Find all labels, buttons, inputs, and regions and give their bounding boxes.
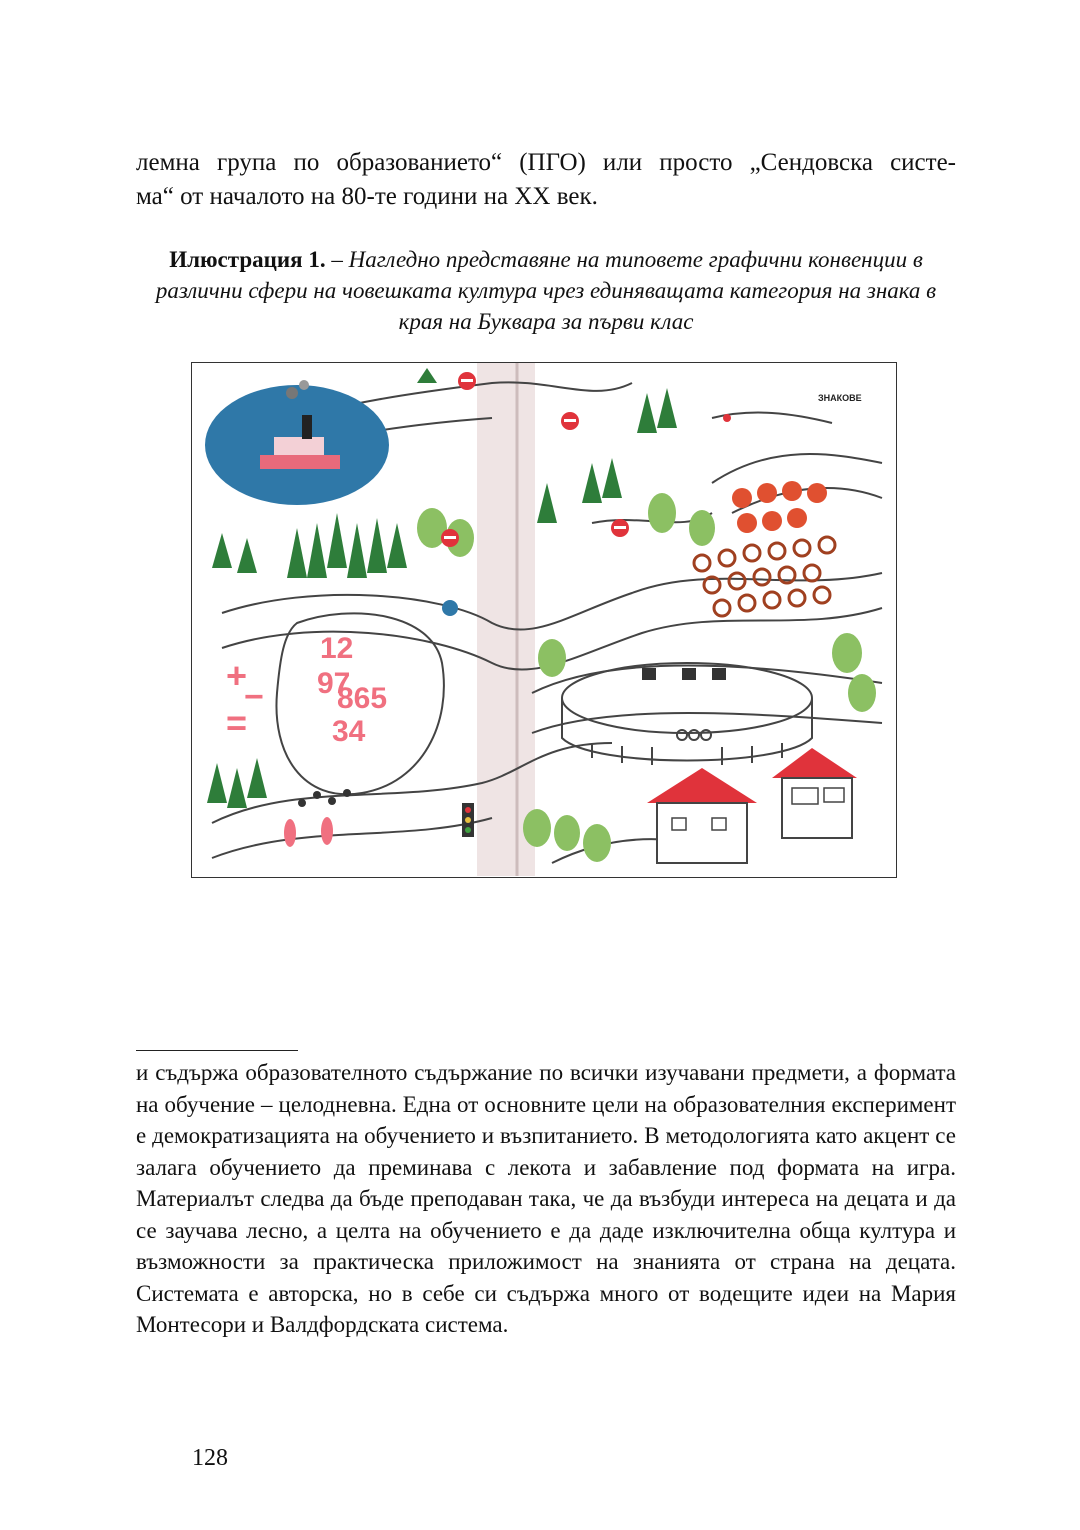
red-flowers — [732, 481, 827, 533]
ring-flowers — [694, 537, 835, 616]
illustration-canvas — [192, 363, 895, 876]
math-elements — [226, 632, 387, 748]
post-office — [772, 748, 857, 838]
school-house — [647, 768, 757, 863]
plus-symbol: + — [226, 655, 248, 696]
minus-symbol: − — [244, 678, 264, 716]
number-row-3: 865 — [337, 682, 388, 715]
dancers — [284, 817, 333, 847]
illustration-title: ЗНАКОВЕ — [818, 393, 862, 403]
intro-line-2: ма“ от началото на 80-те години на XX век. — [136, 183, 598, 210]
stork-beak — [723, 414, 731, 422]
number-row-4: 34 — [332, 715, 366, 748]
intro-line-1: лемна група по образованието“ (ПГО) или просто „Сендовска систе- — [136, 149, 956, 176]
primer-illustration — [191, 362, 897, 878]
footnote-text: и съдържа образователното съдържание по всички изучавани предмети, а формата на обучение – целодневна. Една от основните цели на образователния експеримент е демократизацията на обучението и възпитанието. В методологията като акцент се залага обучението да преминава с лекота и забавление под формата на игра. Материалът следва да бъде преподаван така, че да възбуди интереса на децата и да се заучава лесно, а целта на обучението е да даде изключителна обща култура и възможности за практическа приложимост на знанията от страна на децата. Системата е авторска, но в себе си съдържа много от водещите идеи на Мария Монтесори и Валдфордската система. — [136, 1060, 956, 1337]
caption-label: Илюстрация 1. — [169, 247, 326, 272]
number-row-1: 12 — [320, 632, 354, 665]
sport-icon-2 — [682, 668, 696, 680]
figure-caption — [136, 244, 956, 337]
sport-icon-3 — [712, 668, 726, 680]
footnote-separator — [136, 1050, 298, 1051]
intro-paragraph — [136, 146, 956, 214]
number-row-2: 97 — [317, 667, 351, 700]
footnote — [136, 1057, 956, 1341]
page-number: 128 — [192, 1445, 228, 1471]
sport-icon-1 — [642, 668, 656, 680]
caption-dash: – — [325, 247, 349, 272]
equals-symbol: = — [226, 702, 248, 743]
caption-text: Нагледно представяне на типовете графични конвенции в различни сфери на човешката култура чрез единяващата категория на знака в края на Буквара за първи клас — [155, 247, 937, 334]
